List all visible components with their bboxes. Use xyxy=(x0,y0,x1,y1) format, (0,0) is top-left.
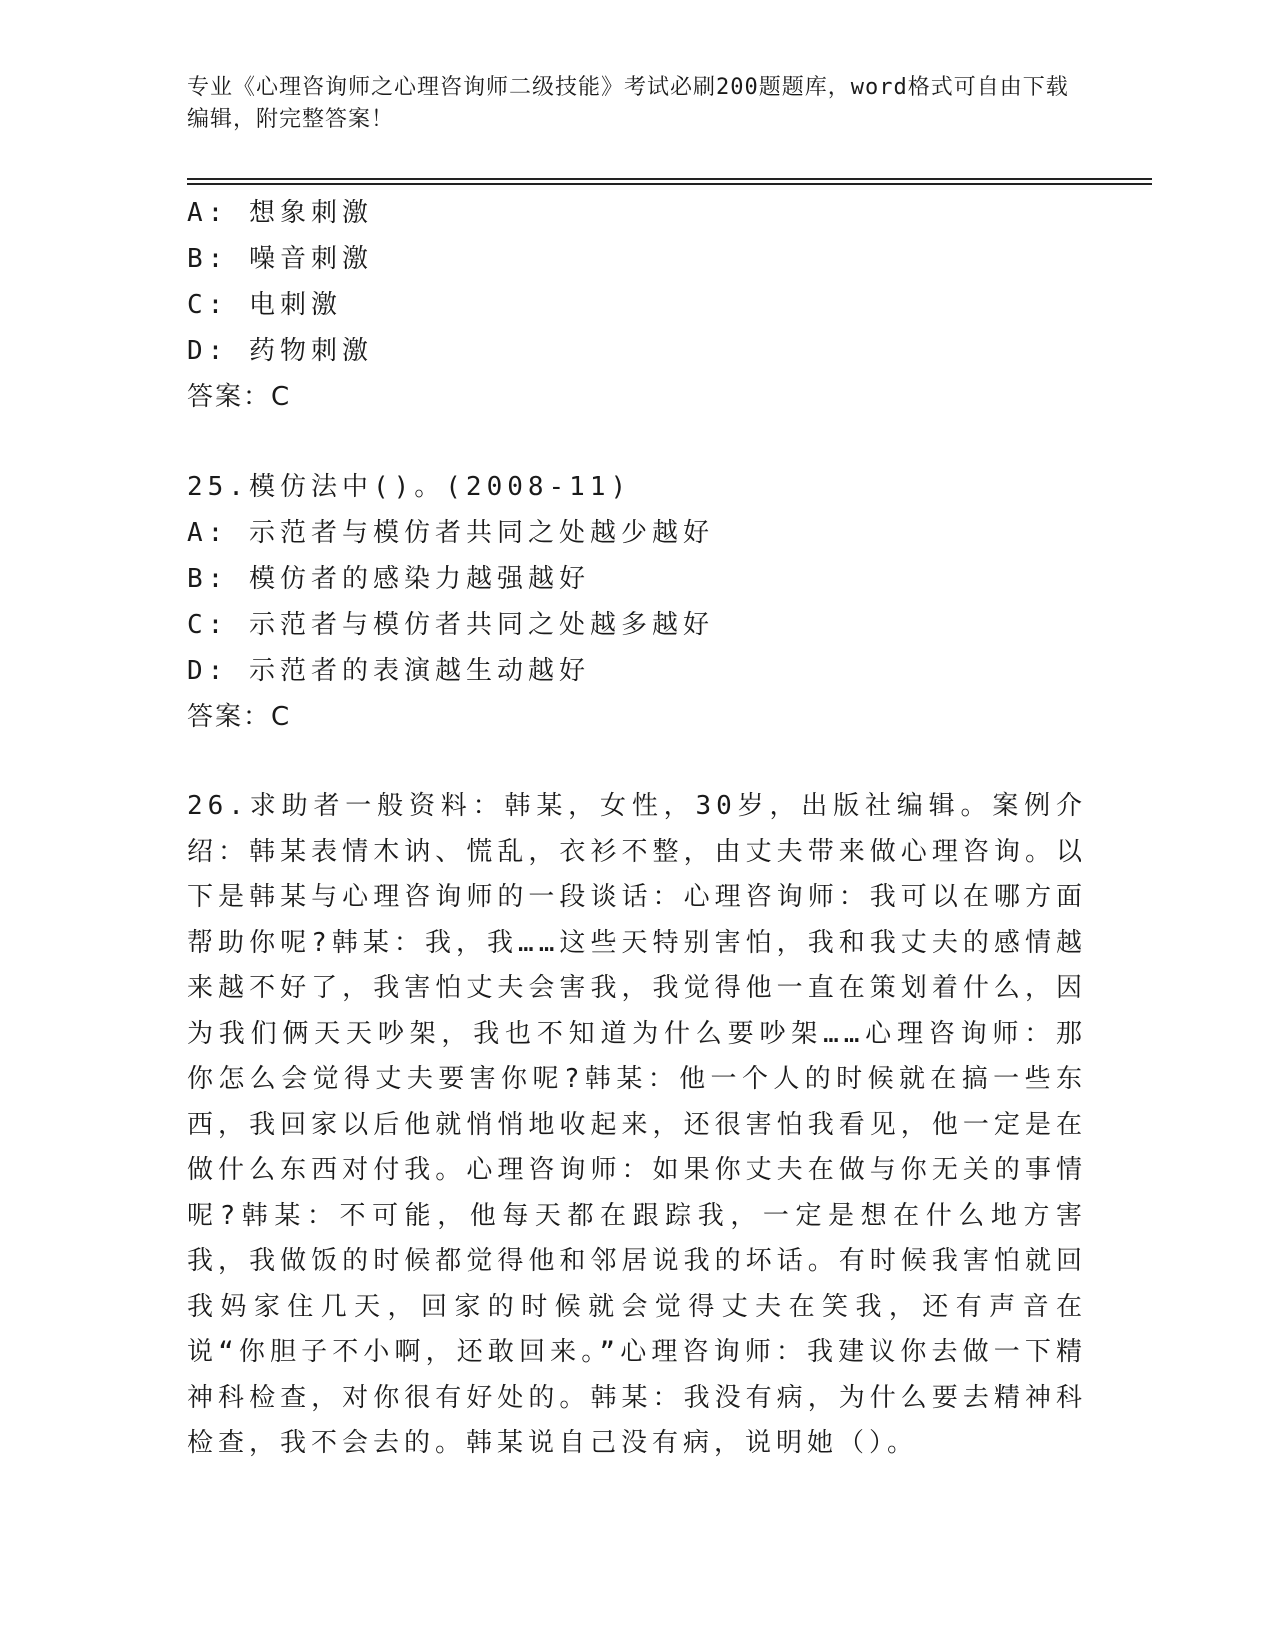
question-25-option-d: D: 示范者的表演越生动越好 xyxy=(187,656,590,686)
question-26-stem: 26.求助者一般资料：韩某，女性，30岁，出版社编辑。案例介绍：韩某表情木讷、慌乱，衣衫不整，由丈夫带来做心理咨询。以下是韩某与心理咨询师的一段谈话：心理咨询师：我可以在哪方面帮助你呢?韩某：我，我……这些天特别害怕，我和我丈夫的感情越来越不好了，我害怕丈夫会害我，我觉得他一直在策划着什么，因为我们俩天天吵架，我也不知道为什么要吵架……心理咨询师：那你怎么会觉得丈夫要害你呢?韩某：他一个人的时候就在搞一些东西，我回家以后他就悄悄地收起来，还很害怕我看见，他一定是在做什么东西对付我。心理咨询师：如果你丈夫在做与你无关的事情呢?韩某：不可能，他每天都在跟踪我，一定是想在什么地方害我，我做饭的时候都觉得他和邻居说我的坏话。有时候我害怕就回我妈家住几天，回家的时候就会觉得丈夫在笑我，还有声音在说“你胆子不小啊，还敢回来。”心理咨询师：我建议你去做一下精神科检查，对你很有好处的。韩某：我没有病，为什么要去精神科检查，我不会去的。韩某说自己没有病，说明她（）。 xyxy=(187,791,1087,1458)
question-26-block xyxy=(187,784,1087,1467)
question-24-answer: 答案：C xyxy=(187,382,292,412)
question-24-option-b: B: 噪音刺激 xyxy=(187,244,373,274)
question-24-block xyxy=(187,190,1087,420)
question-24-option-d: D: 药物刺激 xyxy=(187,336,373,366)
question-25-answer: 答案：C xyxy=(187,702,292,732)
question-25-stem: 25.模仿法中()。(2008-11) xyxy=(187,472,632,502)
question-25-option-c: C: 示范者与模仿者共同之处越多越好 xyxy=(187,610,714,640)
header-rule-bottom xyxy=(187,183,1152,185)
question-25-option-a: A: 示范者与模仿者共同之处越少越好 xyxy=(187,518,714,548)
header-rule-top xyxy=(187,178,1152,180)
question-25-option-b: B: 模仿者的感染力越强越好 xyxy=(187,564,590,594)
question-content xyxy=(187,190,1087,1467)
question-24-option-a: A: 想象刺激 xyxy=(187,198,373,228)
question-25-block xyxy=(187,464,1087,740)
question-24-option-c: C: 电刺激 xyxy=(187,290,342,320)
document-header: 专业《心理咨询师之心理咨询师二级技能》考试必刷200题题库，word格式可自由下载编辑，附完整答案！ xyxy=(187,75,1069,132)
